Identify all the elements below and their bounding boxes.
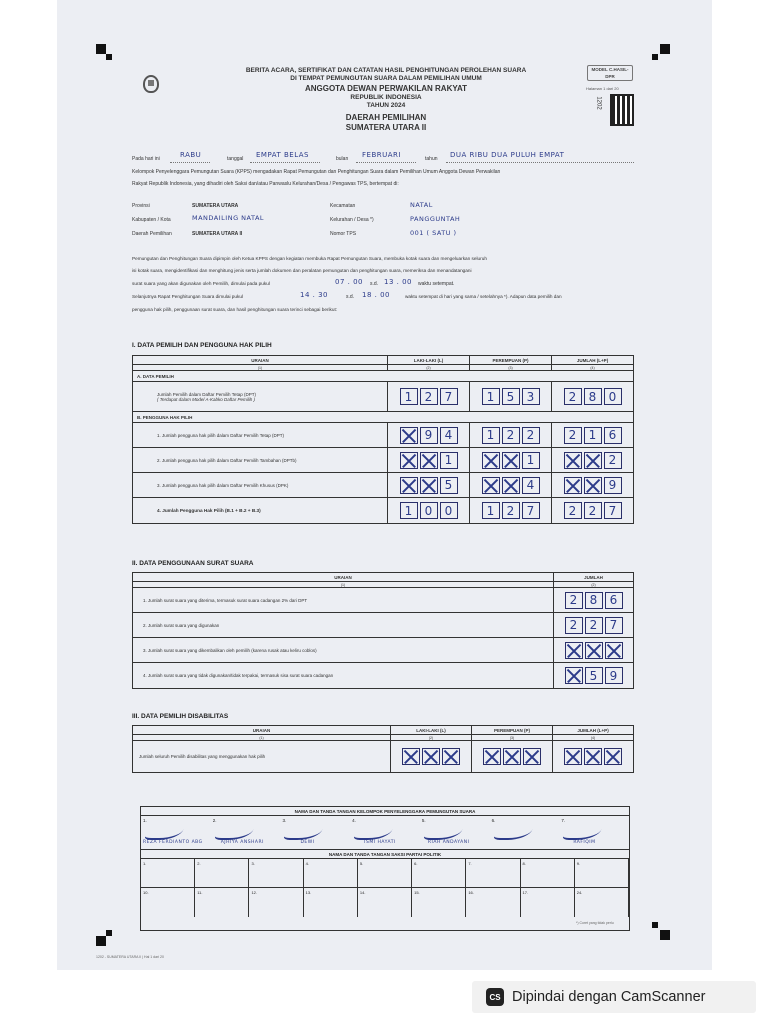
col-laki: LAKI-LAKI (L): [391, 726, 472, 735]
label-kelurahan: Kelurahan / Desa *): [330, 217, 374, 223]
col-uraian: URAIAN: [133, 573, 554, 582]
col-jumlah: JUMLAH (L+P): [553, 726, 634, 735]
section2-title: II. DATA PENGGUNAAN SURAT SUARA: [132, 560, 254, 567]
kpps-signature: 7. RAFIQIM: [559, 816, 629, 849]
table-pemilih: URAIAN LAKI-LAKI (L) PEREMPUAN (P) JUMLAH (L+P) (1) (2) (3) (4) A. DATA PEMILIH Jumlah Pemilih dalam Daftar Pemilih Tetap (DPT) ( Terdapat dalam Model A-Kabko Daftar Pemilih ) 1 2 7 1 5 3 2 8 0 B. PENGGUNA HAK PILIH 1. Jumlah pengguna hak pilih dalam Daftar Pemilih Tetap (DPT) 9 4 1 2 2 2 1 6 2. Jumlah pengguna hak pilih dalam Daftar Pemilih Tambahan (DPTb) 1 1 2 3. Jumlah pengguna hak pilih dalam Daftar Pemilih Khusus (DPK) 5 4 9 4. Jumlah Pengguna Hak Pilih (B.1 + B.2 + B.3) 1 0 0 1 2 7 2 2 7: [132, 355, 634, 524]
section3-title: III. DATA PEMILIH DISABILITAS: [132, 713, 229, 720]
table-surat-suara: URAIAN JUMLAH (1) (2) 1. Jumlah surat suara yang diterima, termasuk surat suara cadangan 2% dari DPT 2 8 6 2. Jumlah surat suara yang digunakan 2 2 7 3. Jumlah surat suara yang dikembalikan oleh pemilih (karena rusak atau keliru coblos) 4. Jumlah surat suara yang tidak digunakan/tidak terpakai, termasuk sisa surat suara cadangan 5 9: [132, 572, 634, 689]
value-tps: 001 ( SATU ): [410, 229, 457, 237]
kpps-signature: 2. AJHIYA ANSHARI: [212, 818, 264, 845]
footnote: *) Coret yang tidak perlu: [576, 921, 614, 925]
body-text: waktu setempat di hari yang sama / setelahnya *). Adapun data pemilih dan: [405, 294, 562, 299]
count-end-time: 18 . 00: [362, 291, 390, 299]
body-text: waktu setempat.: [418, 281, 455, 287]
section1-title: I. DATA PEMILIH DAN PENGGUNA HAK PILIH: [132, 342, 272, 349]
table-row: 3. Jumlah pengguna hak pilih dalam Daftar Pemilih Khusus (DPK) 5 4 9: [133, 473, 634, 498]
registration-mark: [660, 930, 670, 940]
registration-mark: [96, 936, 106, 946]
label-kecamatan: Kecamatan: [330, 203, 356, 209]
start-time: 07 . 00: [335, 278, 363, 286]
value-hari: RABU: [180, 151, 202, 159]
document-title: BERITA ACARA, SERTIFIKAT DAN CATATAN HASIL PENGHITUNGAN PEROLEHAN SUARA DI TEMPAT PEMUNGUTAN SUARA DALAM PEMILIHAN UMUM ANGGOTA DEWAN PERWAKILAN RAKYAT REPUBLIK INDONESIA TAHUN 2024 DAERAH PEMILIHAN SUMATERA UTARA II: [245, 67, 527, 133]
value-dapil: SUMATERA UTARA II: [192, 231, 243, 237]
sd-label: s.d.: [346, 294, 355, 300]
dotted-line: [250, 162, 320, 163]
signature-title: NAMA DAN TANDA TANGAN KELOMPOK PENYELENGGARA PEMUNGUTAN SUARA: [141, 807, 629, 816]
body-text: Selanjutnya Rapat Penghitungan Suara dimulai pukul: [132, 294, 244, 299]
col-jumlah: JUMLAH: [554, 573, 634, 582]
page-footer: 1202 - SUMATERA UTARA II | Hal 1 dari 20: [96, 955, 164, 959]
table-row: 1. Jumlah surat suara yang diterima, termasuk surat suara cadangan 2% dari DPT 2 8 6: [133, 588, 634, 613]
value-tahun: DUA RIBU DUA PULUH EMPAT: [450, 151, 565, 159]
value-bulan: FEBRUARI: [362, 151, 401, 159]
dotted-line: [356, 162, 416, 163]
end-time: 13 . 00: [384, 278, 412, 286]
label-tps: Nomor TPS: [330, 231, 357, 237]
qr-code-icon: [610, 94, 634, 126]
col-uraian: URAIAN: [133, 726, 391, 735]
camscanner-icon: CS: [486, 988, 504, 1006]
sd-label: s.d.: [370, 281, 379, 287]
kpps-signature: 5. RIAH ANDAYANI: [421, 818, 470, 845]
model-badge: MODEL C.HASIL-DPR: [587, 65, 633, 81]
label-provinsi: Provinsi: [132, 203, 150, 209]
table-row: 4. Jumlah Pengguna Hak Pilih (B.1 + B.2 + B.3) 1 0 0 1 2 7 2 2 7: [133, 498, 634, 524]
registration-mark: [106, 54, 112, 60]
table-row: 2. Jumlah surat suara yang digunakan 2 2 7: [133, 613, 634, 638]
value-kelurahan: PANGGUNTAH: [410, 215, 461, 223]
camscanner-banner: [472, 981, 756, 1013]
body-text: pengguna hak pilih, penggunaan surat suara, dan hasil penghitungan suara terinci sebagai berikut:: [132, 307, 338, 312]
label-kabupaten: Kabupaten / Kota: [132, 217, 171, 223]
signature-block: NAMA DAN TANDA TANGAN KELOMPOK PENYELENGGARA PEMUNGUTAN SUARA 1. REZA FERDIANTO ABG 2. AJHIYA ANSHARI 3. DEWI 4. ISMI HAYATI 5. RIAH ANDAYANI 6. 7. RAFIQIM NAMA DAN TANDA TANGAN SAKSI PARTAI POLITIK 1. 2. 3. 4. 5. 6. 7. 8. 9. 10. 11. 12. 13. 14. 15. 16. 17. 24.: [140, 806, 630, 931]
label-dapil: Daerah Pemilihan: [132, 231, 172, 237]
body-text: surat suara yang akan digunakan oleh Pemilih, dimulai pada pukul: [132, 281, 270, 286]
body-text: Pemungutan dan Penghitungan Suara dipimpin oleh Ketua KPPS dengan kegiatan membuka Rapat Pemungutan Suara, membuka kotak suara dan mengeluarkan seluruh: [132, 256, 487, 261]
table-row: Jumlah Pemilih dalam Daftar Pemilih Tetap (DPT) ( Terdapat dalam Model A-Kabko Daftar Pemilih ) 1 2 7 1 5 3 2 8 0: [133, 382, 634, 412]
dapil-code: 1202: [595, 96, 602, 110]
registration-mark: [96, 44, 106, 54]
value-tanggal: EMPAT BELAS: [256, 151, 309, 159]
dotted-line: [170, 162, 210, 163]
label-hari: Pada hari ini: [132, 156, 160, 162]
intro-text: Rakyat Republik Indonesia, yang dihadiri oleh Saksi dan/atau Panwaslu Kelurahan/Desa / Pengawas TPS, bertempat di:: [132, 181, 399, 187]
col-perempuan: PEREMPUAN (P): [470, 356, 552, 365]
kpu-logo-icon: [143, 75, 159, 93]
registration-mark: [652, 54, 658, 60]
label-tanggal: tanggal: [227, 156, 244, 162]
kpps-signature: 1. REZA FERDIANTO ABG: [143, 818, 203, 845]
table-row: Jumlah seluruh Pemilih disabilitas yang menggunakan hak pilih: [133, 741, 634, 773]
value-kecamatan: NATAL: [410, 201, 433, 209]
label-tahun: tahun: [425, 156, 438, 162]
camscanner-label: Dipindai dengan CamScanner: [512, 989, 706, 1005]
kpps-signature: 3. DEWI: [280, 816, 350, 849]
label-bulan: bulan: [336, 156, 349, 162]
kpps-signature: 6.: [490, 816, 560, 849]
dotted-line: [446, 162, 634, 163]
table-row: 3. Jumlah surat suara yang dikembalikan oleh pemilih (karena rusak atau keliru coblos): [133, 638, 634, 663]
saksi-title: NAMA DAN TANDA TANGAN SAKSI PARTAI POLITIK: [141, 850, 629, 859]
kpps-signature: 4. ISMI HAYATI: [352, 818, 396, 845]
value-provinsi: SUMATERA UTARA: [192, 203, 239, 209]
table-row: 1. Jumlah pengguna hak pilih dalam Daftar Pemilih Tetap (DPT) 9 4 1 2 2 2 1 6: [133, 423, 634, 448]
page-indicator: Halaman 1 dari 20: [586, 86, 619, 91]
row-header-b: B. PENGGUNA HAK PILIH: [133, 412, 634, 423]
table-disabilitas: URAIAN LAKI-LAKI (L) PEREMPUAN (P) JUMLAH (L+P) (1) (2) (3) (4) Jumlah seluruh Pemilih disabilitas yang menggunakan hak pilih: [132, 725, 634, 773]
col-perempuan: PEREMPUAN (P): [472, 726, 553, 735]
registration-mark: [106, 930, 112, 936]
col-laki: LAKI-LAKI (L): [388, 356, 470, 365]
value-kabupaten: MANDAILING NATAL: [192, 214, 265, 222]
intro-text: Kelompok Penyelenggara Pemungutan Suara (KPPS) mengadakan Rapat Pemungutan dan Penghitungan Suara dalam Pemilihan Umum Anggota Dewan Perwakilan: [132, 169, 501, 175]
table-row: 4. Jumlah surat suara yang tidak digunakan/tidak terpakai, termasuk sisa surat suara cadangan 5 9: [133, 663, 634, 689]
registration-mark: [660, 44, 670, 54]
row-header-a: A. DATA PEMILIH: [133, 371, 634, 382]
col-uraian: URAIAN: [133, 356, 388, 365]
registration-mark: [652, 922, 658, 928]
table-row: 2. Jumlah pengguna hak pilih dalam Daftar Pemilih Tambahan (DPTb) 1 1 2: [133, 448, 634, 473]
col-jumlah: JUMLAH (L+P): [552, 356, 634, 365]
body-text: isi kotak suara, mengidentifikasi dan menghitung jenis serta jumlah dokumen dan peralatan pemungutan dan penghitungan suara, memeriksa dan menandatangani: [132, 268, 472, 273]
count-start-time: 14 . 30: [300, 291, 328, 299]
